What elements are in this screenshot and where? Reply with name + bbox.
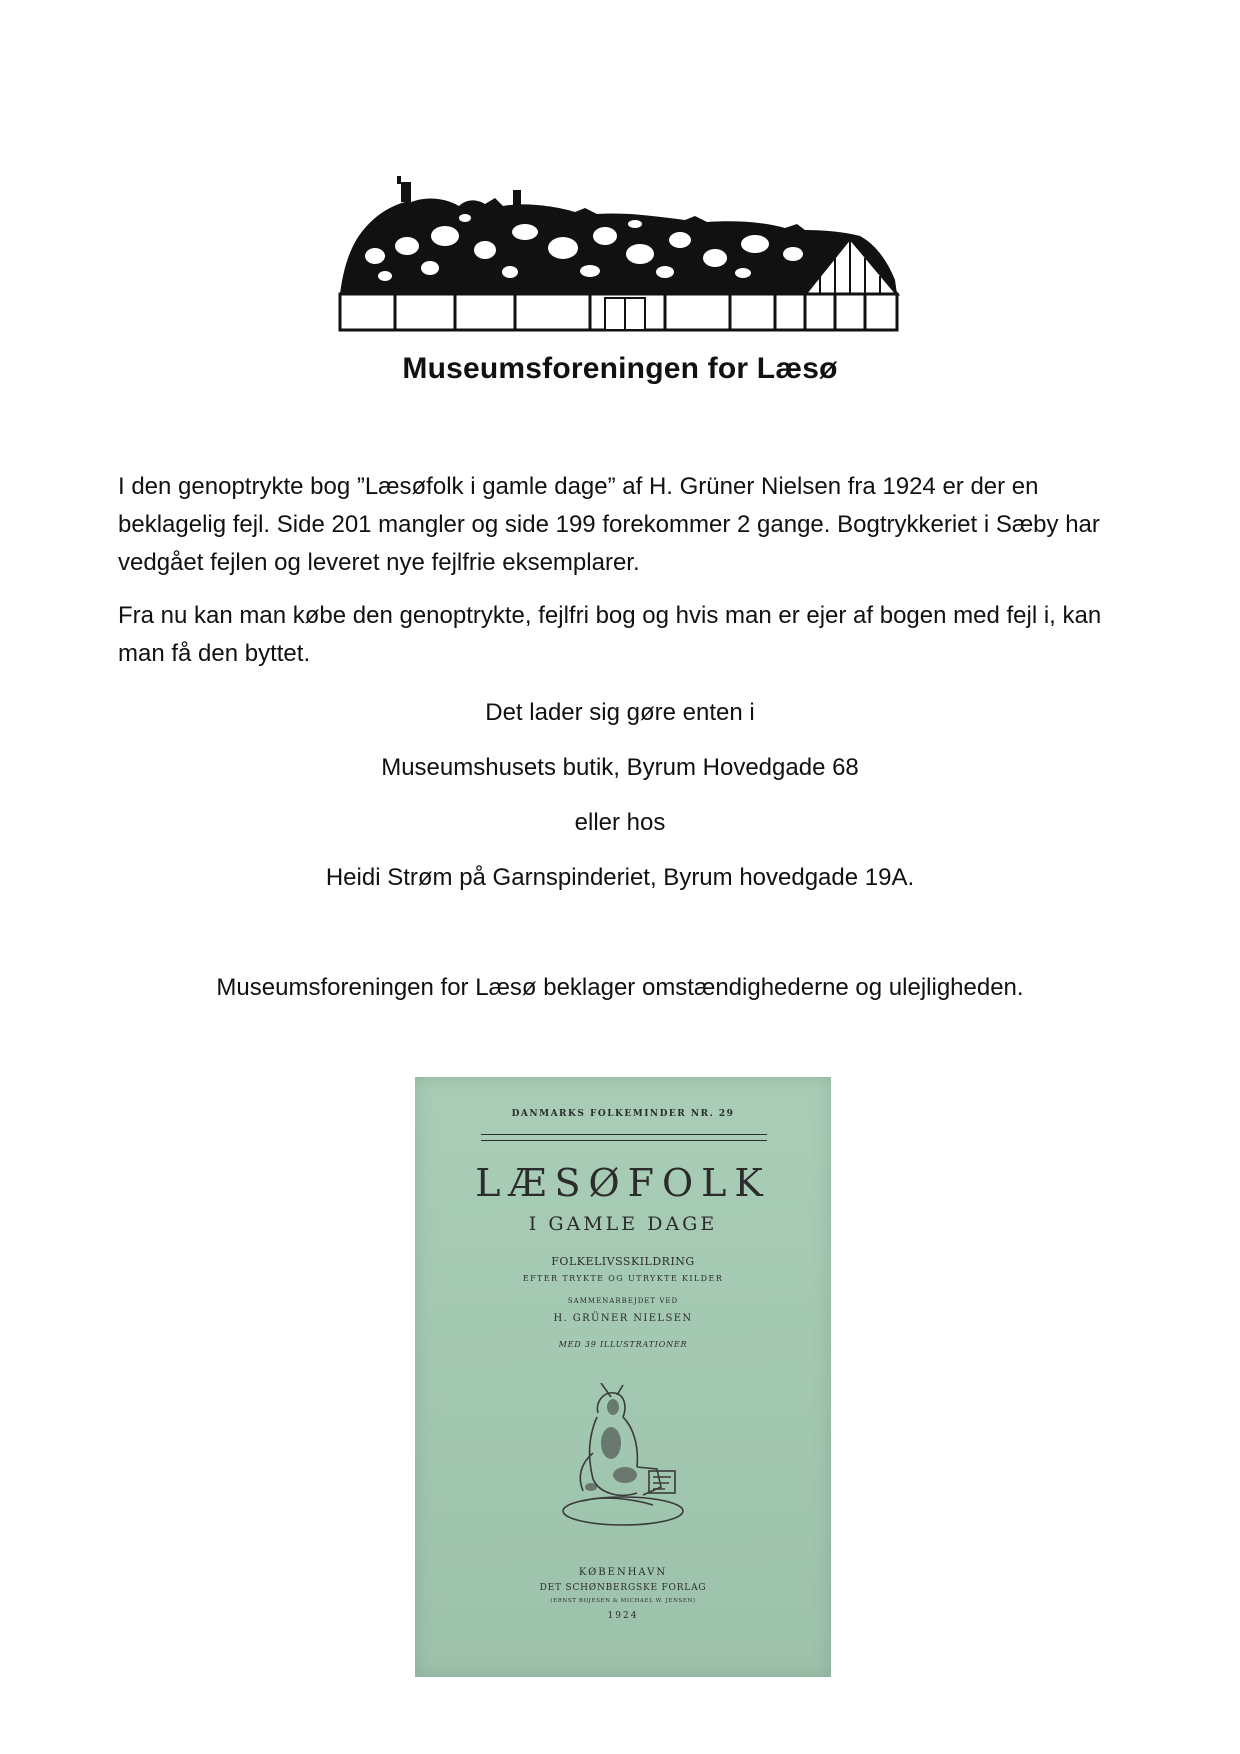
cover-genre: FOLKELIVSSKILDRING <box>551 1255 695 1268</box>
cover-rule-bottom <box>481 1140 767 1141</box>
cover-compiled-by: SAMMENARBEJDET VED <box>567 1297 679 1305</box>
book-cover-image <box>415 1077 831 1677</box>
closing-apology: Museumsforeningen for Læsø beklager omstændighederne og ulejligheden. <box>216 974 1024 1001</box>
paragraph-exchange-info: Fra nu kan man købe den genoptrykte, fejlfri bog og hvis man er ejer af bogen med fejl i, kan man få den byttet. <box>118 602 1102 667</box>
page-title: Museumsforeningen for Læsø <box>402 352 838 385</box>
cover-subtitle: I GAMLE DAGE <box>528 1213 718 1235</box>
cover-rule-top <box>481 1134 767 1135</box>
cover-author: H. GRÜNER NIELSEN <box>553 1313 693 1324</box>
cover-year: 1924 <box>607 1611 639 1621</box>
thatched-farmhouse-logo-icon <box>335 176 905 334</box>
cover-publisher: DET SCHØNBERGSKE FORLAG <box>539 1583 707 1593</box>
figure-illustration-icon <box>553 1383 693 1531</box>
cover-series: DANMARKS FOLKEMINDER NR. 29 <box>511 1109 735 1119</box>
cover-illustrations-note: MED 39 ILLUSTRATIONER <box>558 1340 688 1349</box>
location-garnspinderiet: Heidi Strøm på Garnspinderiet, Byrum hovedgade 19A. <box>325 864 915 891</box>
location-or: eller hos <box>574 809 666 836</box>
cover-city: KØBENHAVN <box>578 1567 668 1578</box>
cover-publisher-owners: (ERNST BOJESEN & MICHAEL W. JENSEN) <box>550 1598 696 1604</box>
cover-sources: EFTER TRYKTE OG UTRYKTE KILDER <box>522 1274 724 1283</box>
location-museum-shop: Museumshusets butik, Byrum Hovedgade 68 <box>381 754 859 781</box>
cover-title: LÆSØFOLK <box>475 1161 771 1205</box>
paragraph-error-notice: I den genoptrykte bog ”Læsøfolk i gamle dage” af H. Grüner Nielsen fra 1924 er der en beklagelig fejl. Side 201 mangler og side 199 forekommer 2 gange. Bogtrykkeriet i Sæby har vedgået fejlen og leveret nye fejlfrie eksemplarer. <box>118 473 1100 576</box>
location-intro: Det lader sig gøre enten i <box>485 699 755 726</box>
